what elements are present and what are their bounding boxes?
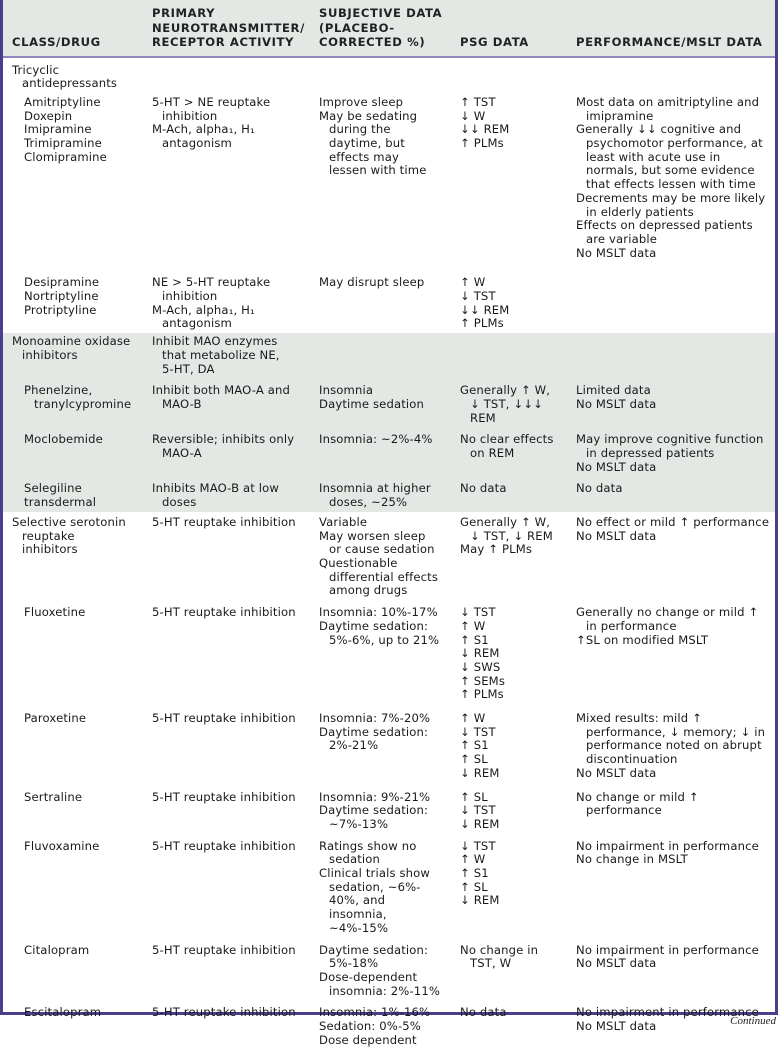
drug-line: reuptake [22,528,75,543]
psg-line: ↑ W [460,275,486,290]
psg-line: ↑ W [460,852,486,867]
activity-cell [144,600,311,706]
activity-line: MAO-B [162,396,202,411]
performance-line: No MSLT data [576,1019,657,1034]
performance-line: Generally no change or mild ↑ [576,605,759,620]
drug-row [3,380,775,427]
subjective-line: effects may [329,149,399,164]
drug-line: Selective serotonin [12,514,126,529]
psg-line: May ↑ PLMs [460,542,533,557]
activity-line: 5-HT, DA [162,361,215,376]
drug-cell [3,476,144,511]
performance-line: in depressed patients [586,446,715,461]
activity-cell [144,268,311,333]
subjective-cell [311,333,452,380]
psg-cell [452,333,568,380]
psg-line: ↑ W [460,711,486,726]
activity-cell [144,476,311,511]
drug-line: inhibitors [22,542,78,557]
subjective-line: Variable [319,514,368,529]
header-performance [568,0,775,57]
psg-cell [452,938,568,1001]
psg-line: ↓ REM [460,765,500,780]
activity-cell [144,427,311,476]
psg-cell [452,427,568,476]
drug-line: Imipramine [24,122,92,137]
subjective-cell [311,600,452,706]
drug-line: tranylcypromine [34,396,132,411]
drug-line: Citalopram [24,942,90,957]
psg-line: on REM [470,446,515,461]
activity-line: 5-HT > NE reuptake [152,94,271,109]
psg-line: ↑ PLMs [460,687,504,702]
drug-line: transdermal [24,495,97,510]
performance-line: Most data on amitriptyline and [576,94,760,109]
drug-cell [3,380,144,427]
subjective-cell [311,706,452,785]
psg-cell [452,94,568,268]
drug-line: Fluoxetine [24,605,86,620]
subjective-line: May be sedating [319,108,418,123]
drug-cell [3,427,144,476]
subjective-line: Questionable [319,556,398,570]
psg-cell [452,600,568,706]
psg-line: No data [460,481,507,496]
subjective-line: during the [329,122,391,137]
psg-cell [452,476,568,511]
performance-cell [568,938,775,1001]
psg-line: ↑ SEMs [460,673,506,688]
drug-row [3,427,775,476]
activity-cell [144,333,311,380]
subjective-line: May disrupt sleep [319,275,425,290]
performance-line: psychomotor performance, at [586,136,763,151]
performance-line: No impairment in performance [576,838,759,853]
drug-row [3,706,775,785]
performance-line: No MSLT data [576,528,657,543]
subjective-cell [311,476,452,511]
subjective-cell [311,1000,452,1057]
drug-line: Escitalopram [24,1005,102,1020]
performance-line: Generally ↓↓ cognitive and [576,122,742,137]
drug-line: Moclobemide [24,432,103,447]
psg-line: ↑ S1 [460,632,489,647]
psg-cell [452,1000,568,1057]
drug-cell [3,834,144,938]
subjective-line: Daytime sedation [319,396,425,411]
class-row [3,333,775,380]
performance-cell [568,268,775,333]
psg-line: ↓ TST [460,605,496,620]
performance-line: performance, ↓ memory; ↓ in [586,724,766,739]
performance-cell [568,57,775,94]
performance-line: No data [576,481,623,496]
psg-line: ↑ PLMs [460,136,504,151]
performance-line: normals, but some evidence [586,163,755,178]
psg-cell [452,706,568,785]
psg-line: REM [470,410,496,425]
drug-line: antidepressants [22,76,118,91]
subjective-cell [311,94,452,268]
subjective-line: Insomnia: 1%-16% [319,1005,431,1020]
psg-line: ↓ TST [460,838,496,853]
subjective-line: or cause sedation [329,542,435,557]
activity-line: M-Ach, alpha₁, H₁ [152,302,255,317]
activity-cell [144,512,311,600]
activity-line: 5-HT reuptake inhibition [152,514,296,529]
activity-line: Inhibit MAO enzymes [152,334,278,349]
performance-cell [568,706,775,785]
performance-line: No impairment in performance [576,942,759,957]
activity-line: doses [162,495,197,510]
psg-line: ↑ W [460,618,486,633]
drug-row [3,600,775,706]
activity-line: 5-HT reuptake inhibition [152,711,296,726]
subjective-line: Daytime sedation: [319,942,429,957]
subjective-line: Dose dependent [319,1032,417,1047]
subjective-line: Insomnia at higher [319,481,431,496]
psg-line: ↓ TST [460,724,496,739]
header-activity-line: PRIMARY [152,6,216,20]
subjective-line: insomnia: 2%-11% [329,983,441,998]
subjective-line: insomnia, [329,907,387,922]
subjective-line: Daytime sedation: [319,803,429,818]
performance-line: Effects on depressed patients [576,218,753,233]
performance-cell [568,476,775,511]
psg-line: ↓ TST, ↓↓↓ [470,396,543,411]
subjective-cell [311,268,452,333]
performance-cell [568,427,775,476]
psg-line: ↓↓ REM [460,302,510,317]
drug-line: Trimipramine [24,136,102,151]
subjective-line: Improve sleep [319,94,404,109]
subjective-cell [311,785,452,834]
subjective-line: 2%-21% [329,738,379,753]
drug-row [3,268,775,333]
subjective-line: Sedation: 0%-5% [319,1019,421,1034]
subjective-line: Insomnia: 10%-17% [319,605,438,620]
psg-line: No clear effects [460,432,554,447]
header-activity-line: NEUROTRANSMITTER/ [152,20,305,35]
performance-cell [568,94,775,268]
activity-line: M-Ach, alpha₁, H₁ [152,122,255,137]
activity-cell [144,380,311,427]
header-class-drug [3,0,144,57]
psg-line: ↓ TST, ↓ REM [470,528,553,543]
subjective-line: Clinical trials show [319,866,431,881]
subjective-cell [311,427,452,476]
performance-line: No MSLT data [576,245,657,260]
drug-line: Paroxetine [24,711,87,726]
psg-line: No change in [460,942,539,957]
subjective-line: doses, ~25% [329,495,408,510]
subjective-line: 5%-6%, up to 21% [329,632,440,647]
performance-line: that effects lessen with time [586,177,756,192]
drug-cell [3,268,144,333]
drug-cell [3,512,144,600]
drug-line: Amitriptyline [24,94,101,109]
performance-line: No MSLT data [576,396,657,411]
activity-line: inhibition [162,289,218,304]
subjective-cell [311,938,452,1001]
activity-line: antagonism [162,136,232,151]
drug-row [3,1000,775,1057]
drug-cell [3,1000,144,1057]
subjective-line: lessen with time [329,163,427,178]
performance-line: No MSLT data [576,765,657,780]
drug-row [3,94,775,268]
subjective-cell [311,512,452,600]
performance-line: No effect or mild ↑ performance [576,514,770,529]
activity-line: 5-HT reuptake inhibition [152,1005,296,1020]
psg-cell [452,268,568,333]
drug-cell [3,57,144,94]
subjective-cell [311,380,452,427]
drug-line: Monoamine oxidase [12,334,131,349]
psg-line: ↓↓ REM [460,122,510,137]
psg-line: ↓ TST [460,803,496,818]
header-subjective-line: SUBJECTIVE DATA [319,6,443,20]
activity-line: MAO-A [162,446,202,461]
psg-line: Generally ↑ W, [460,514,551,529]
psg-line: ↓ SWS [460,659,501,674]
psg-line: ↑ SL [460,752,488,767]
performance-line: discontinuation [586,752,678,767]
drug-line: Selegiline [24,481,82,496]
psg-line: No data [460,1005,507,1020]
activity-line: Inhibits MAO-B at low [152,481,280,496]
drug-line: inhibitors [22,347,78,362]
subjective-line: Insomnia [319,383,374,398]
drug-line: Clomipramine [24,149,107,164]
psg-line: ↓ REM [460,816,500,831]
activity-cell [144,834,311,938]
subjective-line: Dose-dependent [319,969,418,984]
performance-cell [568,834,775,938]
performance-line: are variable [586,231,658,246]
performance-line: performance [586,803,662,818]
continued-note: Continued [730,1015,776,1027]
class-row [3,57,775,94]
drug-line: Phenelzine, [24,383,93,398]
antidepressant-sleep-effects-table [3,0,775,1058]
drug-cell [3,706,144,785]
performance-line: performance noted on abrupt [586,738,762,753]
subjective-line: Ratings show no [319,838,417,853]
header-psg-label: PSG DATA [460,35,529,49]
activity-line: that metabolize NE, [162,347,280,362]
subjective-line: 5%-18% [329,956,379,971]
subjective-line: ~4%-15% [329,920,389,935]
drug-line: Desipramine [24,275,100,290]
performance-line: ↑SL on modified MSLT [576,632,709,647]
performance-cell [568,333,775,380]
performance-line: in elderly patients [586,204,694,219]
activity-line: Reversible; inhibits only [152,432,295,447]
psg-cell [452,380,568,427]
psg-line: ↑ TST [460,94,496,109]
table-header [3,0,775,57]
subjective-line: Daytime sedation: [319,724,429,739]
header-performance-label: PERFORMANCE/MSLT DATA [576,35,763,49]
performance-line: No impairment in performance [576,1005,759,1020]
drug-row [3,476,775,511]
subjective-line: 40%, and [329,893,386,908]
performance-line: No MSLT data [576,956,657,971]
activity-line: Inhibit both MAO-A and [152,383,291,398]
header-activity [144,0,311,57]
psg-line: TST, W [470,956,512,971]
psg-line: Generally ↑ W, [460,383,551,398]
activity-cell [144,938,311,1001]
psg-line: ↓ W [460,108,486,123]
drug-cell [3,785,144,834]
activity-cell [144,57,311,94]
performance-line: No change in MSLT [576,852,688,867]
performance-cell [568,512,775,600]
psg-line: ↑ SL [460,789,488,804]
drug-line: Sertraline [24,789,83,804]
performance-line: imipramine [586,108,654,123]
subjective-line: ~7%-13% [329,816,389,831]
header-subjective [311,0,452,57]
drug-line: Doxepin [24,108,73,123]
subjective-line: sedation, ~6%- [329,879,421,894]
subjective-line: May worsen sleep [319,528,426,543]
header-psg [452,0,568,57]
activity-line: 5-HT reuptake inhibition [152,838,296,853]
drug-cell [3,94,144,268]
drug-row [3,785,775,834]
activity-line: NE > 5-HT reuptake [152,275,271,290]
subjective-line: Insomnia: 7%-20% [319,711,431,726]
subjective-line: daytime, but [329,136,405,151]
performance-line: Decrements may be more likely [576,190,766,205]
psg-line: ↑ SL [460,879,488,894]
performance-cell [568,380,775,427]
header-row [3,0,775,57]
drug-row [3,834,775,938]
activity-line: antagonism [162,316,232,331]
activity-line: inhibition [162,108,218,123]
performance-cell [568,1000,775,1057]
psg-cell [452,57,568,94]
performance-line: No MSLT data [576,459,657,474]
class-row [3,512,775,600]
activity-line: 5-HT reuptake inhibition [152,942,296,957]
header-subjective-line: (PLACEBO- [319,20,395,35]
drug-line: Fluvoxamine [24,838,100,853]
subjective-line: Daytime sedation: [319,618,429,633]
activity-cell [144,706,311,785]
subjective-cell [311,57,452,94]
header-class-drug-label: CLASS/DRUG [12,35,101,49]
performance-cell [568,600,775,706]
drug-line: Protriptyline [24,302,97,317]
subjective-line: sedation [329,852,381,867]
psg-cell [452,834,568,938]
psg-line: ↑ S1 [460,738,489,753]
header-subjective-line: CORRECTED %) [319,35,426,49]
performance-line: Mixed results: mild ↑ [576,711,702,726]
performance-line: Limited data [576,383,651,398]
psg-cell [452,785,568,834]
table-body [3,57,775,1058]
drug-line: Nortriptyline [24,289,99,304]
subjective-line: among drugs [329,583,408,598]
activity-cell [144,785,311,834]
performance-line: May improve cognitive function [576,432,764,447]
subjective-line: Insomnia: 9%-21% [319,789,431,804]
performance-line: least with acute use in [586,149,721,164]
drug-line: Tricyclic [12,62,60,77]
activity-line: 5-HT reuptake inhibition [152,605,296,620]
drug-cell [3,938,144,1001]
performance-line: No change or mild ↑ [576,789,699,804]
activity-cell [144,94,311,268]
subjective-cell [311,834,452,938]
activity-line: 5-HT reuptake inhibition [152,789,296,804]
psg-line: ↓ REM [460,893,500,908]
header-activity-line: RECEPTOR ACTIVITY [152,35,294,49]
performance-cell [568,785,775,834]
psg-cell [452,512,568,600]
psg-line: ↑ PLMs [460,316,504,331]
drug-row [3,938,775,1001]
psg-line: ↓ REM [460,646,500,661]
subjective-line: Insomnia: ~2%-4% [319,432,433,447]
psg-line: ↑ S1 [460,866,489,881]
psg-line: ↓ TST [460,289,496,304]
drug-cell [3,333,144,380]
drug-cell [3,600,144,706]
subjective-line: differential effects [329,569,439,584]
activity-cell [144,1000,311,1057]
performance-line: in performance [586,618,677,633]
